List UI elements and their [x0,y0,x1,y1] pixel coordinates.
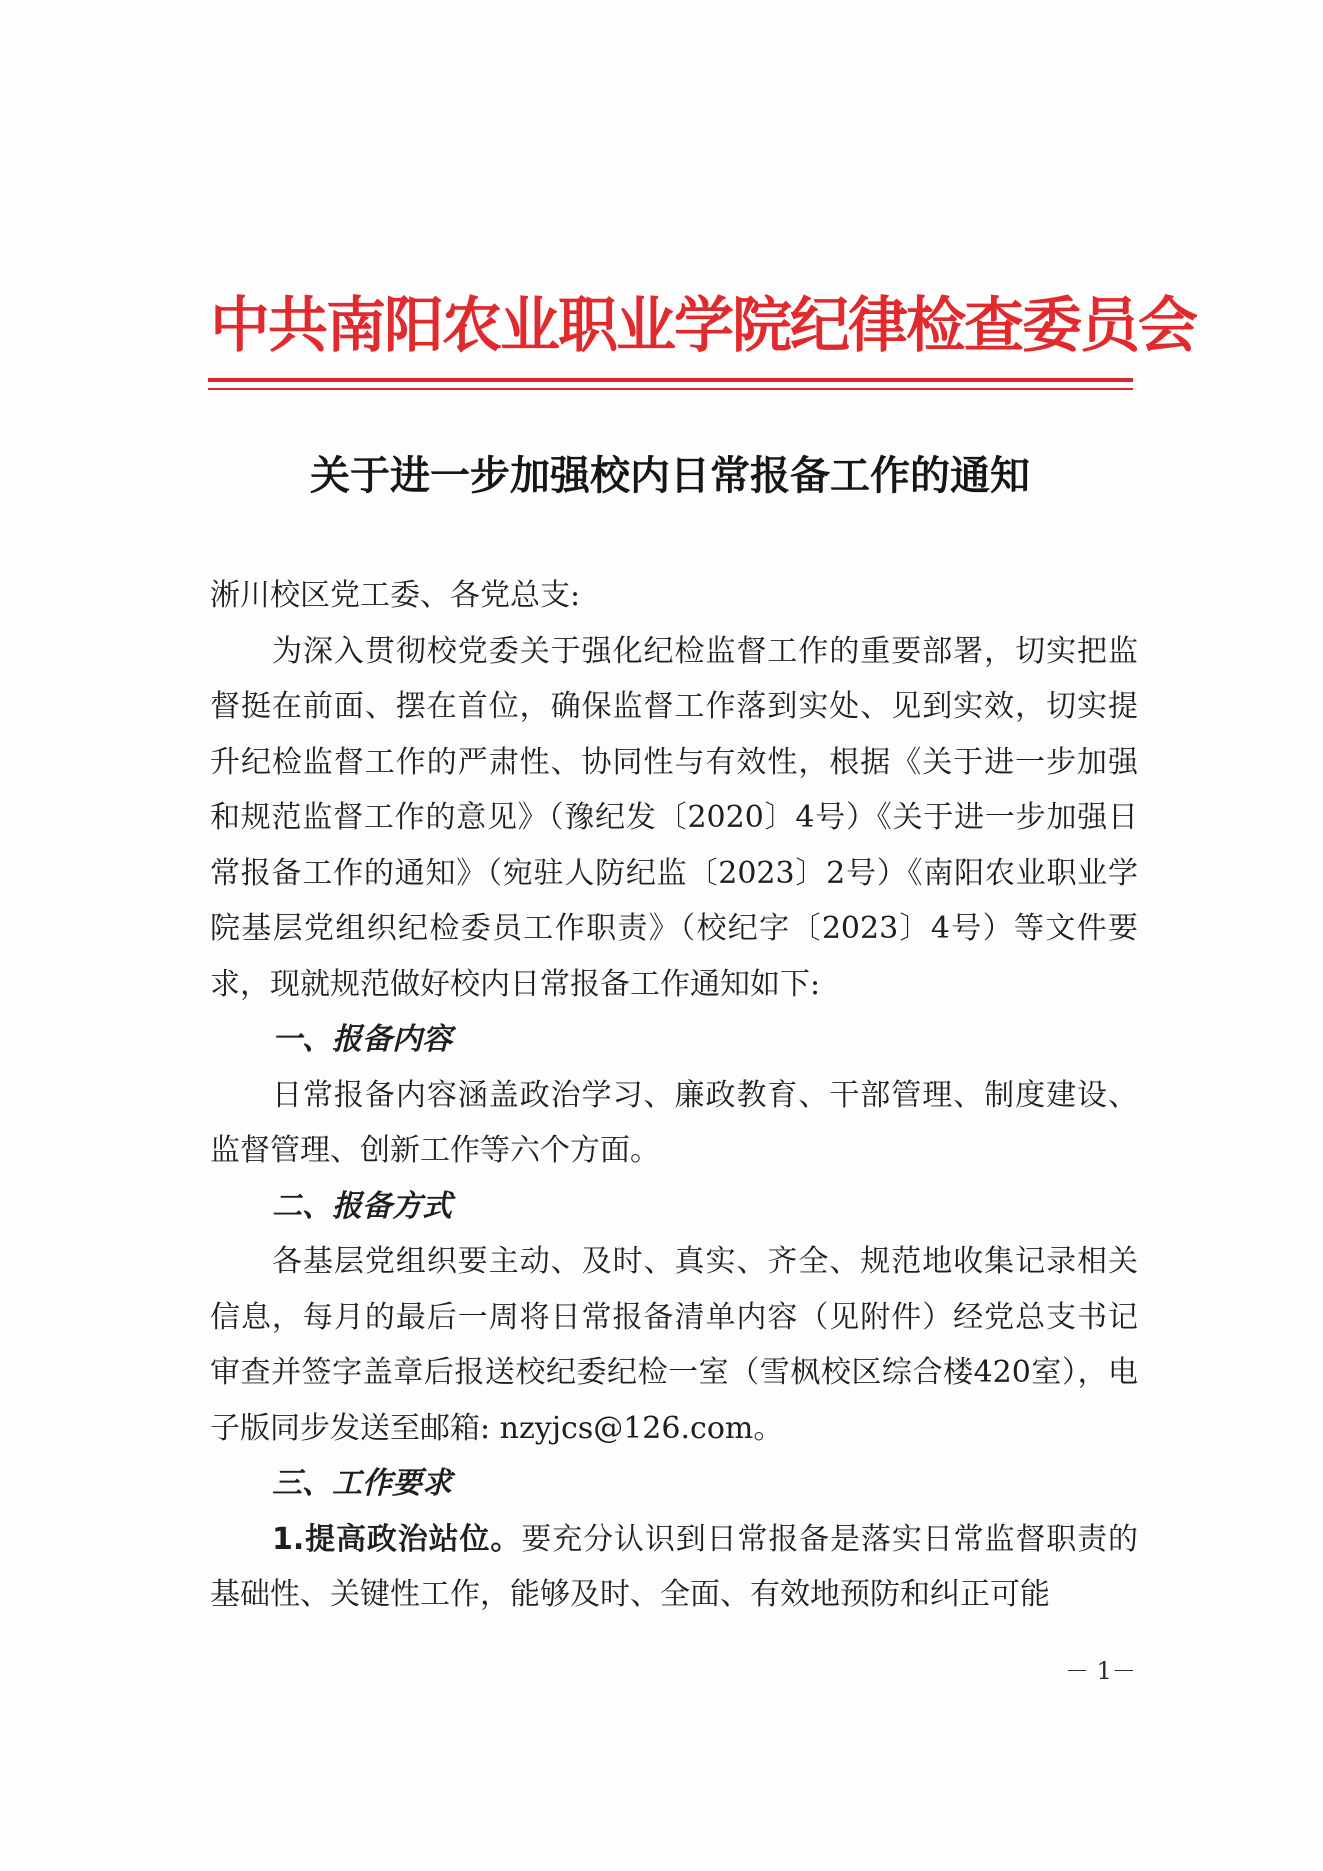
section-heading-method: 二、报备方式 [272,1188,452,1224]
section-heading-requirements: 三、工作要求 [272,1466,452,1501]
requirement-item-1-text: 要充分认识到日常报备是落实日常监督职责的基础性、关键性工作，能够及时、全面、有效地预防和纠正可能 [210,1521,1139,1612]
intro-paragraph: 为深入贯彻校党委关于强化纪检监督工作的重要部署，切实把监督挺在前面、摆在首位，确保监督工作落到实处、见到实效，切实提升纪检监督工作的严肃性、协同性与有效性，根据《关于进一步加强和规范监督工作的意见》（豫纪发〔2020〕4号）《关于进一步加强日常报备工作的通知》（宛驻人防纪监〔2023〕2号）《南阳农业职业学院基层党组织纪检委员工作职责》（校纪字〔2023〕4号）等文件要求，现就规范做好校内日常报备工作通知如下: [210,633,1138,1002]
masthead-rule-thin [208,388,1133,390]
requirement-item-1 [210,1512,1138,1623]
salutation: 淅川校区党工委、各党总支: [210,578,581,613]
section-heading-content: 一、报备内容 [272,1022,452,1057]
document-body [210,568,1138,1623]
section-paragraph-method: 各基层党组织要主动、及时、真实、齐全、规范地收集记录相关信息，每月的最后一周将日常报备清单内容（见附件）经党总支书记审查并签字盖章后报送校纪委纪检一室（雪枫校区综合楼420室），电子版同步发送至邮箱: nzyjcs@126.com。 [210,1244,1138,1446]
document-title: 关于进一步加强校内日常报备工作的通知 [310,453,1030,499]
requirement-item-1-lead: 1.提高政治站位。 [272,1521,522,1557]
section-paragraph-content: 日常报备内容涵盖政治学习、廉政教育、干部管理、制度建设、监督管理、创新工作等六个方面。 [210,1077,1138,1168]
page-number: － 1－ [1065,1657,1136,1685]
masthead-rule-thick [208,378,1133,382]
organization-masthead: 中共南阳农业职业学院纪律检查委员会 [210,291,1196,361]
